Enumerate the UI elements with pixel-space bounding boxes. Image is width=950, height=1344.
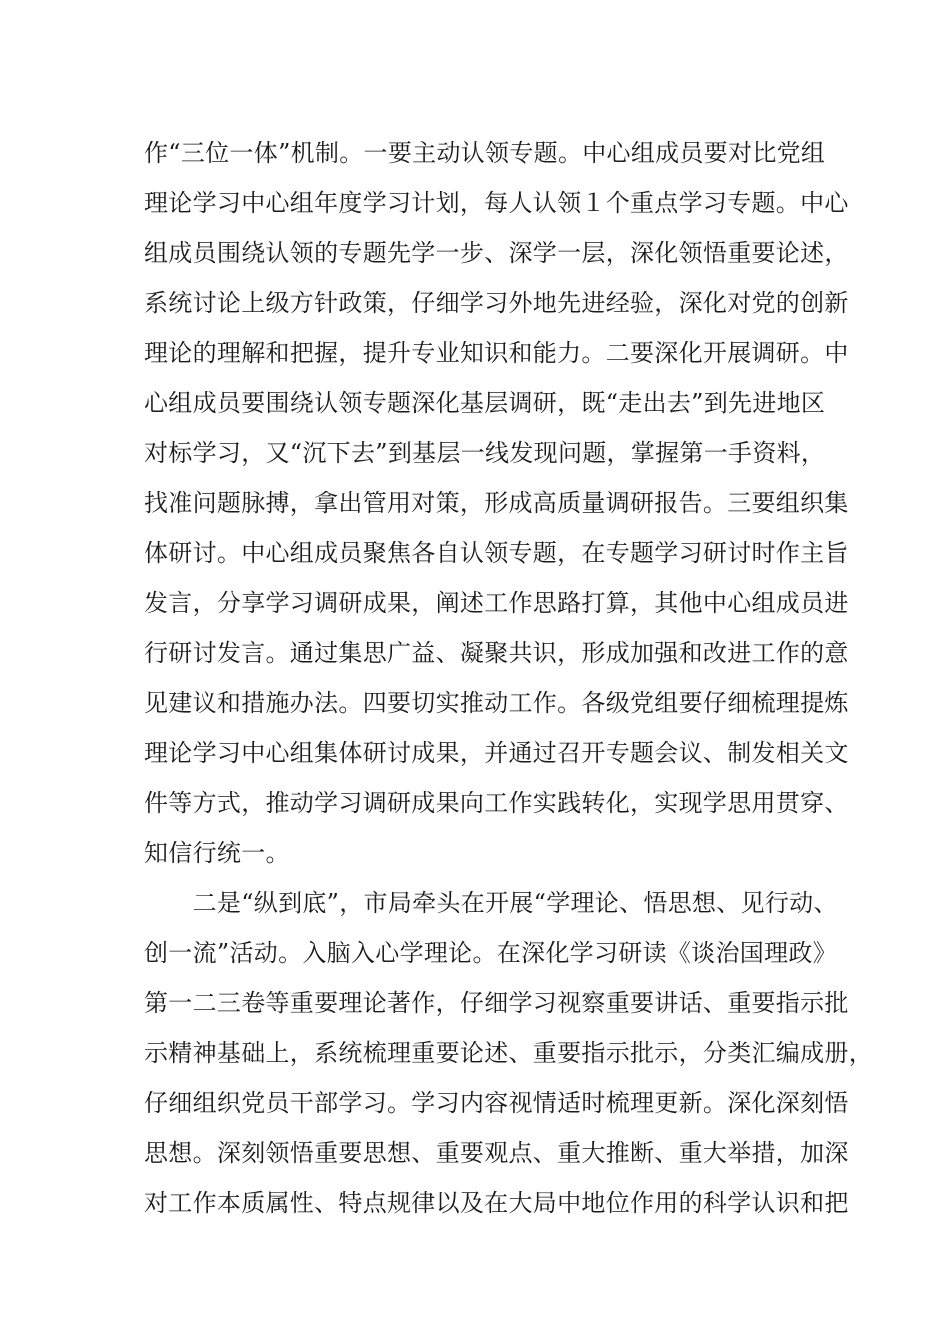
- text-line: 第一二三卷等重要理论著作，仔细学习视察重要讲话、重要指示批: [144, 989, 849, 1017]
- text-line: 创一流”活动。入脑入心学理论。在深化学习研读《谈治国理政》: [144, 939, 837, 967]
- body-text: [144, 128, 873, 1228]
- text-line: 思想。深刻领悟重要思想、重要观点、重大推断、重大举措，加深: [144, 1139, 849, 1167]
- text-line: 示精神基础上，系统梳理重要论述、重要指示批示，分类汇编成册，: [144, 1039, 873, 1067]
- text-line: 理论学习中心组集体研讨成果，并通过召开专题会议、制发相关文: [144, 739, 849, 767]
- text-line: 件等方式，推动学习调研成果向工作实践转化，实现学思用贯穿、: [144, 789, 849, 817]
- text-line: 对工作本质属性、特点规律以及在大局中地位作用的科学认识和把: [144, 1189, 849, 1217]
- text-line: 发言，分享学习调研成果，阐述工作思路打算，其他中心组成员进: [144, 589, 849, 617]
- text-line: 心组成员要围绕认领专题深化基层调研，既“走出去”到先进地区: [144, 389, 826, 417]
- text-line: 组成员围绕认领的专题先学一步、深学一层，深化领悟重要论述，: [144, 239, 849, 267]
- text-line: 对标学习，又“沉下去”到基层一线发现问题，掌握第一手资料，: [144, 439, 826, 467]
- text-line: 知信行统一。: [144, 839, 290, 867]
- text-line: 理论学习中心组年度学习计划，每人认领１个重点学习专题。中心: [144, 189, 849, 217]
- text-line: 理论的理解和把握，提升专业知识和能力。二要深化开展调研。中: [144, 339, 849, 367]
- text-line: 作“三位一体”机制。一要主动认领专题。中心组成员要对比党组: [144, 139, 826, 167]
- text-line: 找准问题脉搏，拿出管用对策，形成高质量调研报告。三要组织集: [144, 489, 849, 517]
- text-line: 见建议和措施办法。四要切实推动工作。各级党组要仔细梳理提炼: [144, 689, 849, 717]
- text-line: 系统讨论上级方针政策，仔细学习外地先进经验，深化对党的创新: [144, 289, 849, 317]
- text-line: 行研讨发言。通过集思广益、凝聚共识，形成加强和改进工作的意: [144, 639, 849, 667]
- text-line: 仔细组织党员干部学习。学习内容视情适时梳理更新。深化深刻悟: [144, 1089, 849, 1117]
- text-line: 体研讨。中心组成员聚焦各自认领专题，在专题学习研讨时作主旨: [144, 539, 849, 567]
- text-line: 二是“纵到底”，市局牵头在开展“学理论、悟思想、见行动、: [144, 889, 838, 917]
